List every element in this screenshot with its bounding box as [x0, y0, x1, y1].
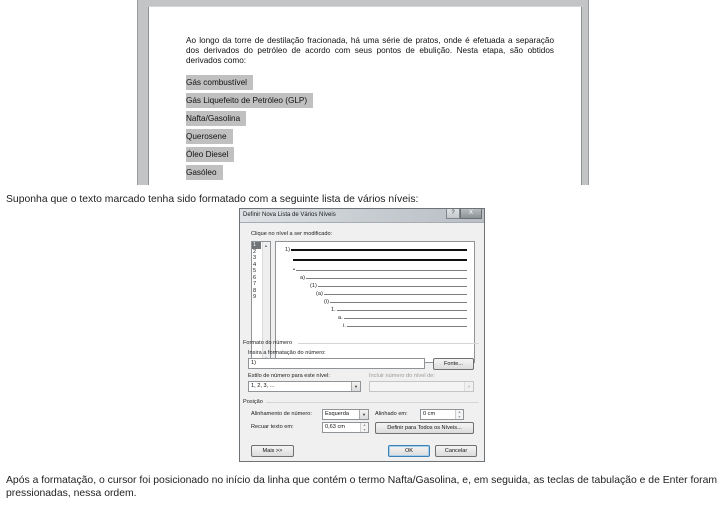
list-preview — [275, 241, 475, 363]
preview-level-9: i. — [343, 323, 467, 329]
indent-input[interactable]: 0,63 cm ▲ ▼ — [322, 422, 369, 433]
preview-level-1: 1) — [285, 247, 467, 253]
level-item-7[interactable]: 7 — [253, 281, 257, 287]
dialog-titlebar[interactable] — [240, 209, 484, 223]
position-section-label: Posição — [243, 399, 263, 405]
list-item[interactable]: Querosene — [186, 129, 313, 144]
level-item-4[interactable]: 4 — [253, 261, 257, 268]
preview-level-4: (1) — [310, 283, 467, 289]
document-page — [149, 7, 581, 185]
help-icon: ? — [451, 210, 455, 216]
level-item-2[interactable]: 2 — [253, 248, 257, 255]
level-item-1[interactable]: 1 — [252, 242, 261, 249]
number-format-section-label: Formato do número — [243, 340, 293, 346]
spinner-icon[interactable]: ▲ ▼ — [455, 410, 463, 419]
preview-level-5: (a) — [316, 291, 467, 297]
question-followup: Após a formatação, o cursor foi posicionado no início da linha que contém o termo Nafta/Gasolina, e, em seguida, as teclas de tabulação e de Enter foram pressionadas, nessa ordem. — [6, 475, 718, 499]
preview-level-7: 1. — [331, 307, 467, 313]
preview-level-1-text — [293, 257, 467, 263]
alignment-label: Alinhamento de número: — [251, 411, 312, 417]
spinner-icon[interactable]: ▲ ▼ — [360, 423, 368, 432]
number-format-input[interactable]: 1) — [248, 358, 425, 369]
scroll-up-icon[interactable]: ▲ — [264, 243, 268, 248]
level-label: Clique no nível a ser modificado: — [251, 231, 333, 237]
list-item[interactable]: Nafta/Gasolina — [186, 111, 313, 126]
preview-level-8: a. — [338, 315, 467, 321]
level-item-9[interactable]: 9 — [253, 294, 257, 300]
aligned-at-input[interactable]: 0 cm ▲ ▼ — [420, 409, 464, 420]
list-item[interactable]: Gás Liquefeito de Petróleo (GLP) — [186, 93, 313, 108]
preview-level-6: (i) — [324, 299, 467, 305]
level-item-8[interactable]: 8 — [253, 287, 257, 294]
level-item-3[interactable]: 3 — [253, 255, 257, 261]
set-all-levels-button[interactable]: Definir para Todos os Níveis... — [375, 422, 474, 434]
list-item[interactable]: Gás combustível — [186, 75, 313, 90]
level-item-6[interactable]: 6 — [253, 274, 257, 281]
include-level-select — [369, 381, 474, 392]
more-button[interactable]: Mais >> — [251, 445, 294, 457]
chevron-down-icon[interactable]: ▼ — [351, 382, 360, 391]
list-item[interactable]: Óleo Diesel — [186, 147, 313, 162]
number-style-label: Estilo de número para este nível: — [248, 373, 330, 379]
alignment-select[interactable]: Esquerda ▼ — [322, 409, 369, 420]
question-intro: Suponha que o texto marcado tenha sido formatado com a seguinte lista de vários níveis: — [6, 194, 419, 205]
level-item-5[interactable]: 5 — [253, 268, 257, 274]
close-button[interactable] — [460, 209, 482, 219]
dialog-title: Definir Nova Lista de Vários Níveis — [243, 212, 336, 218]
include-level-label: Incluir número do nível de: — [369, 373, 435, 379]
cancel-button[interactable]: Cancelar — [435, 445, 477, 457]
multilevel-list-dialog — [239, 208, 485, 462]
ok-button[interactable]: OK — [388, 445, 430, 457]
section-divider — [298, 343, 479, 344]
preview-level-3: a) — [300, 275, 467, 281]
indent-label: Recuar texto em: — [251, 424, 294, 430]
document-list — [186, 75, 313, 183]
chevron-down-icon[interactable]: ▼ — [359, 410, 368, 419]
number-style-select[interactable]: 1, 2, 3, ... ▼ — [248, 381, 361, 392]
aligned-at-label: Alinhado em: — [375, 411, 408, 417]
document-window — [137, 0, 589, 185]
format-input-label: Insira a formatação do número: — [248, 350, 326, 356]
chevron-down-icon: ▼ — [464, 382, 473, 391]
help-button[interactable] — [446, 209, 460, 219]
section-divider — [266, 402, 479, 403]
font-button[interactable]: Fonte... — [433, 358, 474, 370]
list-item[interactable]: Gasóleo — [186, 165, 313, 180]
close-icon: X — [468, 210, 473, 216]
preview-level-2: • — [293, 267, 467, 273]
document-paragraph: Ao longo da torre de destilação fracionada, há uma série de pratos, onde é efetuada a separação dos derivados do petróleo de acordo com seus pontos de ebulição. Nesta etapa, são obtidos derivados como: — [186, 36, 554, 65]
